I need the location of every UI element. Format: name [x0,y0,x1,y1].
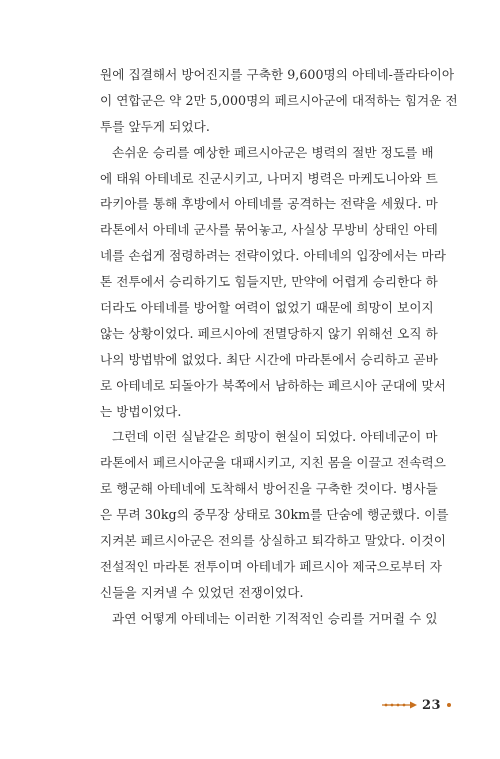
dot-ornament-icon [447,703,451,707]
text-line: 과연 어떻게 아테네는 이러한 기적적인 승리를 거머쥘 수 있 [112,610,438,626]
text-line: 나의 방법밖에 없었다. 최단 시간에 마라톤에서 승리하고 곧바 [100,351,438,367]
text-line: 원에 집결해서 방어진지를 구축한 9,600명의 아테네-플라타이아 [100,67,455,82]
text-line: 라키아를 통해 후방에서 아테네를 공격하는 전략을 세웠다. 마 [100,196,438,212]
page-footer [382,695,452,715]
text-line: 톤 전투에서 승리하기도 힘들지만, 만약에 어렵게 승리한다 하 [100,274,438,290]
text-line: 더라도 아테네를 방어할 여력이 없었기 때문에 희망이 보이지 [100,300,434,316]
text-line: 네를 손쉽게 점령하려는 전략이었다. 아테네의 입장에서는 마라 [100,248,446,264]
text-line: 에 태워 아테네로 진군시키고, 나머지 병력은 마케도니아와 트 [100,170,438,186]
text-line: 로 행군해 아테네에 도착해서 방어진을 구축한 것이다. 병사들 [100,481,438,497]
body-text [100,62,458,632]
text-line: 은 무려 30kg의 중무장 상태로 30km를 단숨에 행군했다. 이를 [100,507,449,523]
text-line: 않는 상황이었다. 페르시아에 전멸당하지 않기 위해선 오직 하 [100,325,438,341]
text-line: 는 방법이었다. [100,403,182,419]
arrow-ornament-icon [382,700,420,710]
text-line: 신들을 지켜낼 수 있었던 전쟁이었다. [100,584,304,600]
text-line: 로 아테네로 되돌아가 북쪽에서 남하하는 페르시아 군대에 맞서 [100,377,446,393]
text-line: 라톤에서 페르시아군을 대패시키고, 지친 몸을 이끌고 전속력으 [100,455,446,471]
text-line: 그런데 이런 실낱같은 희망이 현실이 되었다. 아테네군이 마 [112,429,438,445]
page-number: 23 [422,697,442,713]
text-line: 라톤에서 아테네 군사를 묶어놓고, 사실상 무방비 상태인 아테 [100,222,438,238]
text-line: 전설적인 마라톤 전투이며 아테네가 페르시아 제국으로부터 자 [100,558,442,574]
text-line: 이 연합군은 약 2만 5,000명의 페르시아군에 대적하는 힘겨운 전 [100,92,458,108]
text-line: 손쉬운 승리를 예상한 페르시아군은 병력의 절반 정도를 배 [112,144,434,160]
text-line: 지켜본 페르시아군은 전의를 상실하고 퇴각하고 말았다. 이것이 [100,533,446,549]
text-line: 투를 앞두게 되었다. [100,118,210,134]
